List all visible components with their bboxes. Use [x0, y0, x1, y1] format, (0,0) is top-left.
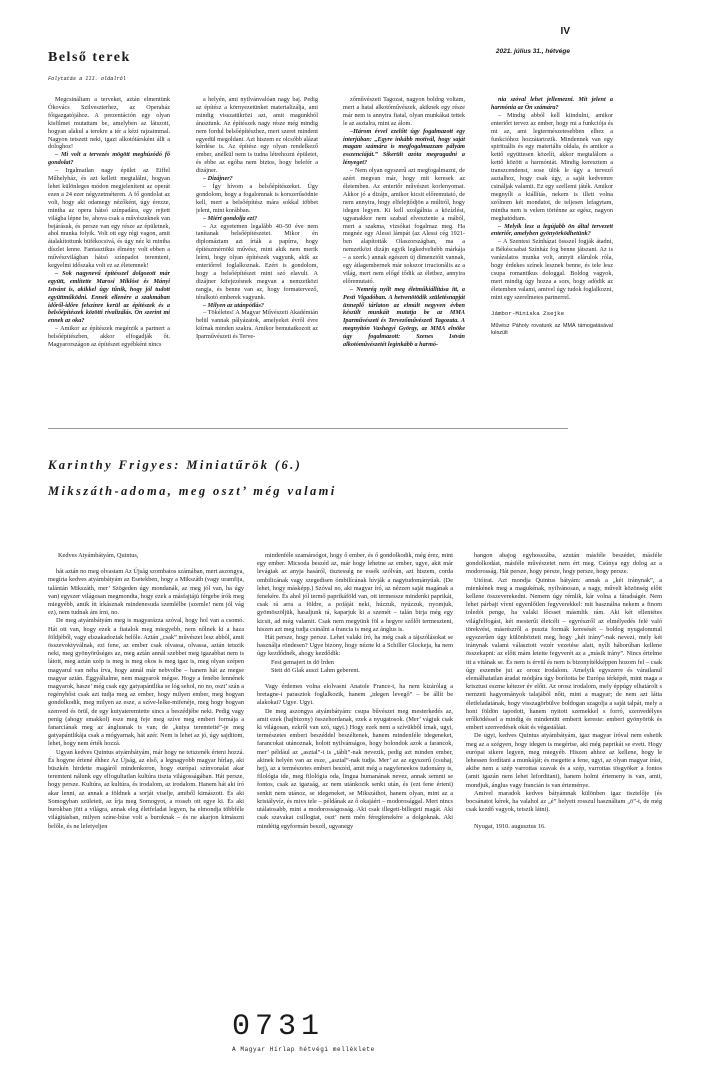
- interview-question: – Miért gondolja ezt?: [203, 214, 258, 222]
- support-credit: Művész Páholy rovatunk az MMA támogatásával készült: [491, 323, 613, 337]
- interview-answer: – Mindig abból kell kiindulni, amikor enteriőrt tervez az ember, hogy mi a funkciója és mi az, ami legtermészetesebben elhez a funkcióhoz hozzátartozik. Mindennek van egy spirituális és egy materiális oldala, és amikor a kettő együttesen közelít, akkor megtalálom a kettő között a harmóniát. Mindig keresztem a transzcendenst, sose ülök le úgy a tervező asztalhoz, hogy csak úgy, a saját kedvemre csináljak valamit. Ez egy szellemi játék. Amikor megnyílt a kiállítás, nekem is illett volna szólnom két mondatot, de teljesen lefagytam, mintha nem is velem történne az egész, nagyon meghatódtam.: [491, 111, 613, 222]
- interview-answer: – Amikor az építészek megérzik a partnert a belsőépítészben, akkor elfogadják őt. Magyarországon az építészet egyébként nincs: [48, 325, 170, 349]
- interview-answer: – Irgalmatlan nagy épület az Eiffel Műhelyház, és azt kellett megtalálni, hogyan lehet különleges módon megjeleníteni az operát ezen a 24 ezer négyzetméteren. A fő gondolat az volt, hogy aki odamegy nézőként, úgy érezze, mintha az opera hátsó színpadára, egy rejtett világba lépne be, ahova csak a művészeknek van bejárásuk, és persze van egy része az épületnek, ahol munka folyik. Volt ott egy régi vagon, amit átalakítottunk büfékocsivá, és úgy néz ki mintha díszlet lenne. Fantasztikus élmény volt ebben a művészvilágban hátsó színpadot teremteni, kegyelmi időszaka volt ez az életemnek!: [48, 167, 170, 270]
- letter-paragraph: Hát persze, hogy persze. Lehet valaki író, ha még csak a tájszólásokat se használja röndesen? Ugye bizony, hogy nézne ki a Schiller Glockeja, ha nem úgy kezdődnék, ahogy kezdődik:: [257, 634, 453, 658]
- article-title: Karinthy Frigyes: Miniatűrök (6.): [48, 458, 303, 472]
- poem-line: Fest gemajert in dö lrden: [271, 658, 334, 666]
- page-number: IV: [560, 26, 570, 37]
- interview-column-1: [48, 96, 170, 421]
- interview-question: – Milyen az utánpótlás?: [203, 301, 265, 309]
- section-divider: [48, 428, 568, 429]
- interview-column-3: [343, 96, 465, 421]
- interview-answer: zőművészeti Tagozat, nagyon boldog voltam, mert a hatal alkotóművészek, akiknek egy része már nem is annyira fiatal, olyan munkákat tettek le az asztalra, mint az álom.: [343, 96, 465, 127]
- interview-answer: – A Szentesi Színházat össszel fogják átadni, a Békéscsabai Színház fog benne játszani. Az is varázslatos munka volt, annyit elárulok róla, hogy érdekes színek lesznek benne, és tele lesz csupa romantikus dologgal. Boldog vagyok, mert mindig úgy hozza a sors, hogy adódik az életemben valami, amivel úgy tudok foglalkozni, mint egy szerelmetes partnerrel.: [491, 238, 613, 301]
- interview-question: – Melyik lesz a legújabb ön által tervezett enteriőr, amelyben gyönyörködhetünk?: [491, 222, 613, 238]
- interview-question: – Dizájner?: [203, 175, 233, 183]
- letter-column-1: [48, 552, 244, 972]
- poem-line: Steit dö Glak auszi Lahm geberent.: [271, 666, 360, 674]
- letter-paragraph: hangon abajog egyhosszába, azután másféle beszédet, másféle gondolkodást, másféle művészetet nem ért meg. Csúnya egy dolog az a modorosság. Hát persze, hogy persze, hogy persze, hogy persze.: [466, 552, 662, 576]
- letter-paragraph: De meg aszongya atyámbátyám: csupa bűvészet meg mesterkedés az, amit ezek (hajbizony) összehordanak, ezek a nyugatosok. (Mer’ vágjuk csak ki világosan, ezkről van szó, ugyi.) Hogy ezek nem a szívükből írnak, ugyi, természetes emberi beszéddel beszéltenek, hanem mindenféle idegeneket, farancokat utánoznak, holott nyilvánságos, hogy bolondok azok a farancok, mer’ például az „asztal”-t is „tábli”-nak nevezik, pedig azt minden ember, akinek helyén van az esze, „asztal”-nak tudja. Mer’ az az egyszerű (csuhaj, hej), az a természetes emberi beszéd, amit még a nagyfeneekos tudomány is, filológia ide, meg filológia oda, lingua humanának nevez, annak semmi se fontos, csak az igazság, az nem utánkozik senki után, és (ezt fene érteni) senkit nem utánoz, se idegeneket, se Mikszáthot, hanem olyan, mint az a kristályvíz, és mivs tele – példának az ő okajáért – modorosággal. Mert nincs utálatosabb, mint a modorosságosság. Aki csak illegeti-billegeti magát. Aki csak szavakat csillogtat, oszt’ nem mén féregfenekére a dolgoknak. Aki mindétig egyformán beszél, ugyanegy: [257, 707, 453, 830]
- interview-column-4: [491, 96, 613, 421]
- letter-salutation: Kedves Atyámbátyám, Quintus,: [58, 552, 139, 559]
- letter-paragraph: De meg atyámbátyám meg is magyarázza szóval, hogy hol van a csomó. Hát ott van, hogy ezek a fiatalok meg miegyebb, nem nőlnek ki a haza földjéből, vagy elszakadoztak belőle. Aztán „csak” művészet lesz abból, amit összevoktyválnak, ezi fene, az ember csak olvassa, olvassa, aztán tetszik neki, meg gyönyörűséges az, meg aztán annál szebbet meg igazabbat nem is látott, meg aztán szép is meg is meg okos is meg igaz is, meg olyan szépen magyarul van néha írva, hogy annál már nebvolbe – hanem hát az megse magyar aztán. Éggyáltalme, nem magyarok mégse. Hogy a fenébe lennének magyarok, hasze’ még csak egy gatyapántlika se lóg sehol, no no, oszt’ szán a regényhőst csak azt tudja meg az ember, hogy milyen ember, meg hogyan gondolkodik, meg milyen az esze, a szíve-lelke-mifenéje, meg hogy hogyan szenved és örül, de egy kutyateremtette sincs a beszédjébe neki. Pedig vagy penig (ahogy smakkol) esze meg feje meg szíve meg emberi formája a fanarciának meg az ánglusnak is van; de „kutya teremtetté”-je meg gatyapántlikája csak a mógyarnak, hát azér. Nem is lehet az jó, úgy sajditom, lehet, hogy nem érték hozzá.: [48, 617, 244, 748]
- interview-answer: a helyén, ami nyilvánvalóan nagy baj. Pedig az építész a környezetünket materializálja, ami mindig visszatükrözi azt, amit magunkból árasztunk. Az építészek nagy része még mindig nem fordul belsőépítészhez, mert szeret mindent egyedül megoldani. Azt hiszem ez olcsóbb alázat kérdése is. Az építész egy olyan rendelkező ember, anélkül nem is tudna létrehozni épületet, és ebbe az egóba nem biztos, hogy belefér a dizájner.: [196, 96, 318, 175]
- interview-answer: – Nem olyan egyszerű azt megfogalmazni, de azért megvan már, hogy mit keresek az életemben. Az enteriőr művészet korlenyomat. Akkor jó a dizájn, amikor kicsit előremutató, de nem annyira, hogy elfelejtődjön a múltról, hogy idegen legyen. Ki kell szolgálnia a közízlést, ugyanakkor nem szabad elvesztenie a mából, mert a szakma, vizsókat fogalmaz meg. Ha megnéz egy Alessi lámpát (az Alessi cég 1921-ben alapították Olaszországban, ma a nemzetközi dizájn egyik legkedveltebb márkája – a szerk.) annak egészen új dimenzióit vannak, egy átlagembernek már sokszor irracionális az a világ, mert nem előgé tődik az életbez, annyira előremutató.: [343, 167, 465, 285]
- interview-answer: Megcsináltam a terveket, aztán elmentünk Ókovács Szilveszterhez, az Operaház főigazgatójához. A prezentáción egy olyan kisfilmet mutattam be, amelyben az látszott, hogyan alakul a terekre a tér a kézi rajzaimmal. Nagyon tetszett neki, igazi alkotótársként állt a dologhoz!: [48, 96, 170, 151]
- interview-question: – Nemrég nyílt meg életműkiállítása itt, a Pesti Vigadóban. A hetvenötödik születésnapját ünneplő tárlaton az elmúlt negyven évben készült munkáit mutatja be az MMA Iparművészeti és Tervezőművészeti Tagozata. A megnyitón Vashegyi György, az MMA elnöke úgy fogalmazott: Szenes István alkotóművészetét leginkább a harmó-: [343, 285, 465, 349]
- letter-paragraph: Nyugat, 1910. augusztus 16.: [474, 822, 546, 830]
- interview-answer: – Az egyetemen legalább 40–50 éve nem tanítanak belsőépítészetet. Mikor én diplomáztam azt írták a papírra, hogy építészmérnöki művész, mint akik nem merik leírni, hogy olyan építészek vagyunk, akik az enteriőrrel foglalkoznak. Ezért is gondolom, hogy a belsőépítészet mint szó elavult. A dizájner kifejezésnek megvan a nemzetközi rangja, és benne van az, hogy formatervező, téralkotó emberek vagyunk.: [196, 222, 318, 301]
- letter-paragraph: Ugyan kedves Quintus atyámbátyám, már hogy ne tetszenék érteni hozzá. És hogyne értené éhhez Az Újság, az első, a legnagyobb magyar hírlap, aki büszkén hirdette magáról mindenkoron, hogy európai színvonalat akar teremteni nálunk egy elfogultatlan kultúra tiszta világosságában. Hát persze, hogy persze. Kultúra, az kultúra, és irodalom, az irodalom. Hanem hát aki író akar lenni, az annak a földnek a sorját viselje, amiből kimászott. És aki Somogyban született, az írja meg Somogyot, a rosseb ott egye ki. És aki burokban jött a világra, annak eleg életfeladat legyen, ha elmondja többféle világitásban, milyen színe-búse volt a buroknak – és ne akarjon kimászni belőle, és ne lefetyeljen: [48, 748, 244, 830]
- issue-date: 2021. július 31., hétvége: [495, 48, 570, 55]
- letter-paragraph: mindenféle szamársógot, hogy ő ember, és ő gondolkodik, még érez, mint egy ember. Micsoda beszéd az, már hogy lehetne az ember, ugye, akit már levágtak az anyja hasáról, tisztesség ne essék szólván, azt hiszem, corda ombilicának vagy szegedisen ómbilícának hívják a nagytudományúak. (De lehet, hogy másképp.) Szóval no, aki magyar író, az nézzen saját magának a fenekére. És ahol jól termő paprikáföld van, ott termessze mindenki paprikát, csak rá arra a földre, a pofáját neki, húzzuk, nyúzzuk, nyomjuk, gyömöszöljük, hasaljunk rá, kaparjuk ki a szemét – talán birja még egy kicsit, ad még valamit. Csak nem megyünk föl a hegyre szőlőt termeszteni, hiszen azt meg tudja csinálni a francia is meg az ánglus is.: [257, 552, 453, 633]
- interview-question: –Három évvel ezelőtt úgy fogalmazott egy interjúban: „Egyre inkább motivál, hogy saját magam számára is megfogalmazzam pályám esszenciáját.” Sikerült azóta megragadni a lényeget?: [343, 127, 465, 167]
- letter-column-3: [466, 552, 662, 972]
- letter-paragraph: Utóirat. Azt mondja Quintus bátyám: annak a „két iránynak”, a mienkének meg a magukénak, nyilvánosan, a nagy, művelt közönség előtt kellene összeverekedni. Nemem úgy rémlik, kár volna a fáradságér. Nem lehet párbajt vívni egyenlőtlen fegyverekkel: mit használna nekem a finom toledói penge, ha valaki lőcsset másmlik rám. Aki két ellentétes világfelfogást, két mesterűi életcélt – egyrészről az elmélyedés felé való törekvést, másrészről a puszta formák keresését – boldog nyugalommal egyszerűen úgy különbözteti meg, hogy „két irány”-nak nevezi, mely két iránynak valami választott vezér vezetése alatt, nyílt háborúban kellene összekapni: az előtt mám letette fegyverét az a „másik irány”. Nincs értelme itt a vitának se. És nem is érvül és nem is bizonyítékképpen hozom fel – csak úgy eszembe jut az orosz irodalom. Amelyik egyszerre és váratlanul elemálhatatlan áradat módjára úgy borította be Európa térképét, mint maga a krisztusi eszme kétezer év előtt. Az orosz irodalom, mely éppúgy elhatárolt s nemzeti hagyományok talajából nőtt, mint a magyar; de nem azt látta életfeladatának, hogy visszagörbülve boldogan szagolja a saját talpát, mely a honi földön tapodott, hanem nyitott szemekkel s forró, szenvedélyes erőlködéssel a mindig és mindenütt emberit kereste: emberi gyönyörök és emberi szenvedések okát és végastáláat.: [466, 576, 662, 732]
- letter-column-2: [257, 552, 453, 972]
- continuation-note: Folytatás a III. oldalról: [48, 76, 126, 82]
- letter-paragraph: Amivel maradok kedves bátyámnak különben igaz tisztelője (és bocsánatot kérek, ha valahol az „é” helyett rosszul használtam „ö”-t, de még csak kezdő vagyok, tetszik látni).: [466, 789, 662, 814]
- author-signature: Jámbor-Miniska Zsejke: [491, 309, 565, 317]
- letter-paragraph: De ugyi, kedves Quintus atyámbátyám, igaz magyar íróval nem eshetik meg az a szégyen, hogy idegen is megértse, aki még paprikát se evett. Hogy európai sikere legyen, meg miegyéb. Hiszen ahhoz az kellene, hogy le lehessen fordítani a munkáját; és megette a fene, ugyi, az olyan magyar írást, akibe nem a szép varrottas szavak és a szép, varrottas tösgyöker a fontos (amit igazán nem lehet leforditani), hanem holmi értemeny is van, amit, mondjuk, ánglus vagy francián is van érteménye.: [466, 732, 662, 789]
- interview-column-2: [196, 96, 318, 421]
- issue-number: 0731: [232, 1010, 325, 1044]
- interview-question: nia szóval lehet jellemezni. Mit jelent a harmónia az Ön számára?: [491, 96, 613, 111]
- interview-answer: – Tökéletes! A Magyar Művészeti Akadémián belül vannak pályázatok, amelyeket évről évre kiírnak minden szakra. Amikor bemutatkozott az Iparművészeti és Terve-: [196, 309, 318, 341]
- interview-question: – Sok nagynevű építésszel dolgozott már együtt, említette Marosi Miklóst és Mányi Istvánt is, akikkel úgy tűnik, hogy jól tudott együttműködni. Ennek ellenére a szakmában időről-időre felszínre kerül az építészek és a belsőépítészek közötti rivalizálás. Ön szerint mi ennek az oka?: [48, 269, 170, 325]
- letter-paragraph: hát aztán no meg olvastam Az Újság szombatos számában, mert aszongya, megírta kedves atyámbátyám az Esetekben, hogy a Mikszáth (vagy uramfija, talántán Mikszáth, mer’ Szögeden úgy mondanák, az meg jól van, ha úgy van) egyszer világosan megmondta, hogy ezek a másfajtájú férgebe írók meg miegyébb, amik ítt írkásznak mindenesuda szemlélbe (szemle! nem jól vág ez), nem tudnak ám írni, no.: [48, 568, 244, 617]
- interview-answer: – Így hívom a belsőépítészeket. Úgy gondolom, hogy a fogalomnak is korszerűsödnie kell, mert a belsőépítész mára sokkal többet jelent, mint korábban.: [196, 182, 318, 214]
- interview-question: – Mi volt a tervezés mögött meghúzódó fő gondolat?: [48, 151, 170, 167]
- article-subtitle: Mikszáth-adoma, meg oszt’ még valami: [48, 484, 337, 498]
- supplement-label: A Magyar Hírlap hétvégi melléklete: [232, 1046, 375, 1053]
- section-title: Belső terek: [48, 50, 131, 65]
- letter-paragraph: Vagy érdemes volna elolvasni Anatole France-t, ha nem kizárólag a bretagne-i parasztok foglalkozik, hanem „idegen levegő” – be állít be alakokat? Ugye. Ugyi.: [257, 683, 453, 707]
